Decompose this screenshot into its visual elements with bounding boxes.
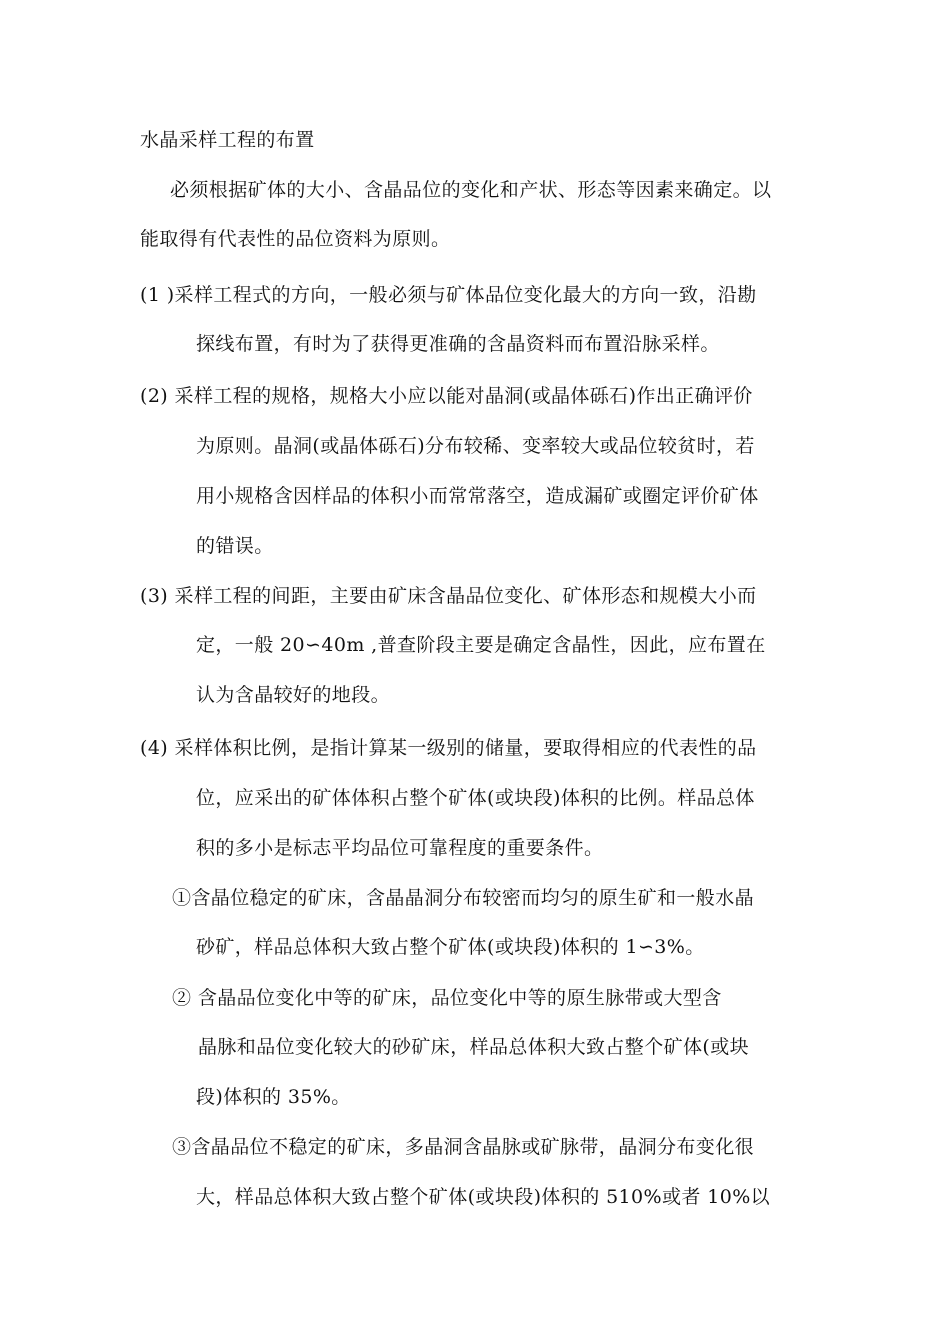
item-2-line-4: 的错误。 [196, 535, 274, 557]
subitem-1-line-2: 砂矿，样品总体积大致占整个矿体(或块段)体积的 1∽3%。 [196, 936, 705, 958]
item-1-line-1: (1 )采样工程式的方向，一般必须与矿体品位变化最大的方向一致，沿勘 [140, 284, 757, 306]
item-2-line-1: (2) 采样工程的规格，规格大小应以能对晶洞(或晶体砾石)作出正确评价 [140, 385, 753, 407]
item-2-line-2: 为原则。晶洞(或晶体砾石)分布较稀、变率较大或品位较贫时，若 [196, 435, 755, 457]
subitem-2-line-2: 晶脉和品位变化较大的砂矿床，样品总体积大致占整个矿体(或块 [198, 1036, 750, 1058]
document-title: 水晶采样工程的布置 [140, 129, 315, 151]
subitem-1-line-1: ①含晶位稳定的矿床，含晶晶洞分布较密而均匀的原生矿和一般水晶 [172, 887, 755, 909]
item-4-line-1: (4) 采样体积比例，是指计算某一级别的储量，要取得相应的代表性的品 [140, 737, 757, 759]
item-4-line-2: 位，应采出的矿体体积占整个矿体(或块段)体积的比例。样品总体 [196, 787, 755, 809]
item-3-line-1: (3) 采样工程的间距，主要由矿床含晶品位变化、矿体形态和规模大小而 [140, 585, 757, 607]
item-3-line-3: 认为含晶较好的地段。 [196, 684, 391, 706]
item-4-line-3: 积的多小是标志平均品位可靠程度的重要条件。 [196, 837, 604, 859]
subitem-3-line-2: 大，样品总体积大致占整个矿体(或块段)体积的 510%或者 10%以 [196, 1186, 771, 1208]
item-1-line-2: 探线布置，有时为了获得更准确的含晶资料而布置沿脉采样。 [196, 333, 720, 355]
intro-line-1: 必须根据矿体的大小、含晶品位的变化和产状、形态等因素来确定。以 [170, 179, 772, 201]
item-3-line-2: 定，一般 20∽40m ,普查阶段主要是确定含晶性，因此，应布置在 [196, 634, 766, 656]
subitem-3-line-1: ③含晶品位不稳定的矿床，多晶洞含晶脉或矿脉带，晶洞分布变化很 [172, 1136, 755, 1158]
subitem-2-line-1: ② 含晶品位变化中等的矿床，品位变化中等的原生脉带或大型含 [172, 987, 722, 1009]
item-2-line-3: 用小规格含因样品的体积小而常常落空，造成漏矿或圈定评价矿体 [196, 485, 759, 507]
intro-line-2: 能取得有代表性的品位资料为原则。 [140, 228, 451, 250]
subitem-2-line-3: 段)体积的 35%。 [196, 1086, 351, 1108]
